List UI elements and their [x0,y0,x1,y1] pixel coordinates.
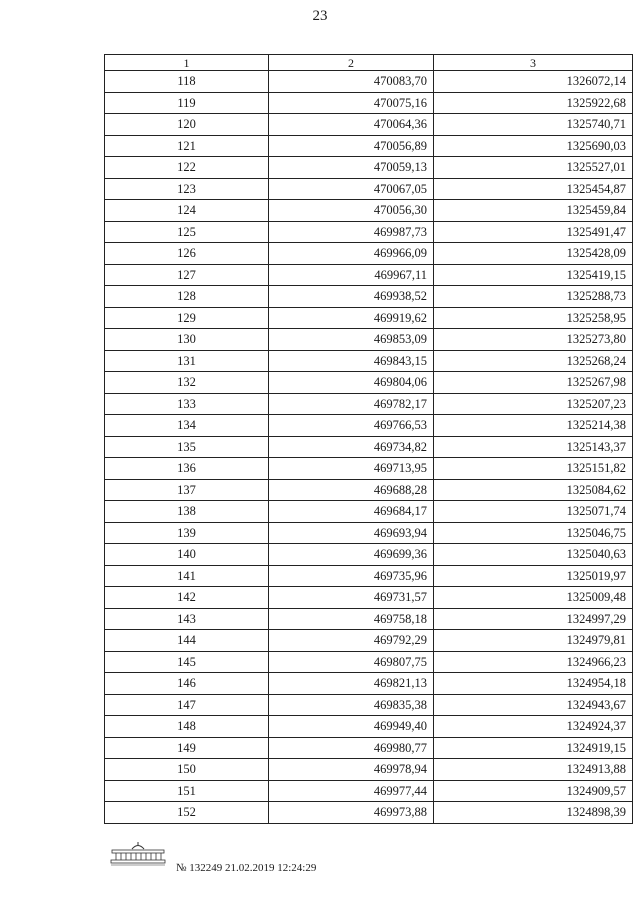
y-coordinate-cell: 1324919,15 [434,737,633,759]
x-coordinate-cell: 469731,57 [269,587,434,609]
point-number-cell: 137 [105,479,269,501]
table-row [105,651,633,673]
point-number-cell: 120 [105,114,269,136]
table-row [105,92,633,114]
x-coordinate-cell: 469792,29 [269,630,434,652]
x-coordinate-cell: 469977,44 [269,780,434,802]
point-number-cell: 130 [105,329,269,351]
table-row [105,737,633,759]
x-coordinate-cell: 469821,13 [269,673,434,695]
x-coordinate-cell: 469919,62 [269,307,434,329]
y-coordinate-cell: 1324966,23 [434,651,633,673]
y-coordinate-cell: 1325288,73 [434,286,633,308]
point-number-cell: 138 [105,501,269,523]
y-coordinate-cell: 1325046,75 [434,522,633,544]
y-coordinate-cell: 1325071,74 [434,501,633,523]
y-coordinate-cell: 1325428,09 [434,243,633,265]
x-coordinate-cell: 470059,13 [269,157,434,179]
y-coordinate-cell: 1325273,80 [434,329,633,351]
y-coordinate-cell: 1324954,18 [434,673,633,695]
point-number-cell: 140 [105,544,269,566]
table-row [105,458,633,480]
table-row [105,200,633,222]
point-number-cell: 143 [105,608,269,630]
x-coordinate-cell: 469735,96 [269,565,434,587]
point-number-cell: 131 [105,350,269,372]
point-number-cell: 150 [105,759,269,781]
x-coordinate-cell: 469804,06 [269,372,434,394]
x-coordinate-cell: 469835,38 [269,694,434,716]
table-header-row [105,55,633,71]
point-number-cell: 122 [105,157,269,179]
point-number-cell: 128 [105,286,269,308]
table-row [105,479,633,501]
y-coordinate-cell: 1325740,71 [434,114,633,136]
y-coordinate-cell: 1325267,98 [434,372,633,394]
x-coordinate-cell: 469938,52 [269,286,434,308]
table-row [105,372,633,394]
point-number-cell: 136 [105,458,269,480]
y-coordinate-cell: 1326072,14 [434,71,633,93]
table-row [105,780,633,802]
point-number-cell: 139 [105,522,269,544]
y-coordinate-cell: 1325419,15 [434,264,633,286]
y-coordinate-cell: 1325258,95 [434,307,633,329]
point-number-cell: 126 [105,243,269,265]
point-number-cell: 149 [105,737,269,759]
point-number-cell: 132 [105,372,269,394]
y-coordinate-cell: 1325459,84 [434,200,633,222]
x-coordinate-cell: 470083,70 [269,71,434,93]
table-row [105,157,633,179]
y-coordinate-cell: 1324913,88 [434,759,633,781]
x-coordinate-cell: 469713,95 [269,458,434,480]
y-coordinate-cell: 1325009,48 [434,587,633,609]
building-seal-icon [108,841,168,867]
x-coordinate-cell: 469782,17 [269,393,434,415]
table-row [105,522,633,544]
table-row [105,71,633,93]
column-header-3: 3 [434,55,633,71]
table-row [105,286,633,308]
x-coordinate-cell: 469987,73 [269,221,434,243]
x-coordinate-cell: 469734,82 [269,436,434,458]
x-coordinate-cell: 469684,17 [269,501,434,523]
point-number-cell: 129 [105,307,269,329]
table-row [105,565,633,587]
table-row [105,436,633,458]
table-row [105,630,633,652]
x-coordinate-cell: 469688,28 [269,479,434,501]
x-coordinate-cell: 469980,77 [269,737,434,759]
table-row [105,802,633,824]
y-coordinate-cell: 1325454,87 [434,178,633,200]
y-coordinate-cell: 1324997,29 [434,608,633,630]
y-coordinate-cell: 1324924,37 [434,716,633,738]
table-row [105,264,633,286]
point-number-cell: 146 [105,673,269,695]
x-coordinate-cell: 469853,09 [269,329,434,351]
point-number-cell: 123 [105,178,269,200]
point-number-cell: 121 [105,135,269,157]
y-coordinate-cell: 1325040,63 [434,544,633,566]
point-number-cell: 119 [105,92,269,114]
y-coordinate-cell: 1324979,81 [434,630,633,652]
table-row [105,716,633,738]
column-header-1: 1 [105,55,269,71]
table-row [105,350,633,372]
x-coordinate-cell: 469699,36 [269,544,434,566]
table-row [105,415,633,437]
coordinates-table [104,54,633,824]
y-coordinate-cell: 1325268,24 [434,350,633,372]
table-row [105,221,633,243]
x-coordinate-cell: 469978,94 [269,759,434,781]
x-coordinate-cell: 469758,18 [269,608,434,630]
table-row [105,759,633,781]
y-coordinate-cell: 1325527,01 [434,157,633,179]
x-coordinate-cell: 469807,75 [269,651,434,673]
y-coordinate-cell: 1324943,67 [434,694,633,716]
y-coordinate-cell: 1325151,82 [434,458,633,480]
point-number-cell: 125 [105,221,269,243]
table-row [105,673,633,695]
column-header-2: 2 [269,55,434,71]
x-coordinate-cell: 469973,88 [269,802,434,824]
y-coordinate-cell: 1325019,97 [434,565,633,587]
y-coordinate-cell: 1325084,62 [434,479,633,501]
x-coordinate-cell: 469766,53 [269,415,434,437]
point-number-cell: 141 [105,565,269,587]
y-coordinate-cell: 1324909,57 [434,780,633,802]
y-coordinate-cell: 1325922,68 [434,92,633,114]
x-coordinate-cell: 470056,30 [269,200,434,222]
y-coordinate-cell: 1325491,47 [434,221,633,243]
table-row [105,307,633,329]
point-number-cell: 152 [105,802,269,824]
point-number-cell: 148 [105,716,269,738]
point-number-cell: 151 [105,780,269,802]
x-coordinate-cell: 469949,40 [269,716,434,738]
table-row [105,243,633,265]
y-coordinate-cell: 1325207,23 [434,393,633,415]
point-number-cell: 147 [105,694,269,716]
x-coordinate-cell: 469966,09 [269,243,434,265]
table-row [105,178,633,200]
x-coordinate-cell: 469693,94 [269,522,434,544]
point-number-cell: 145 [105,651,269,673]
x-coordinate-cell: 469967,11 [269,264,434,286]
point-number-cell: 134 [105,415,269,437]
registration-stamp-text: № 132249 21.02.2019 12:24:29 [176,862,317,874]
table-row [105,694,633,716]
x-coordinate-cell: 470056,89 [269,135,434,157]
table-row [105,393,633,415]
table-row [105,501,633,523]
page-number: 23 [312,8,328,24]
y-coordinate-cell: 1325143,37 [434,436,633,458]
table-row [105,544,633,566]
point-number-cell: 118 [105,71,269,93]
table-row [105,114,633,136]
x-coordinate-cell: 470075,16 [269,92,434,114]
x-coordinate-cell: 469843,15 [269,350,434,372]
point-number-cell: 127 [105,264,269,286]
table-row [105,329,633,351]
x-coordinate-cell: 470064,36 [269,114,434,136]
y-coordinate-cell: 1324898,39 [434,802,633,824]
point-number-cell: 142 [105,587,269,609]
table-row [105,135,633,157]
point-number-cell: 124 [105,200,269,222]
point-number-cell: 135 [105,436,269,458]
table-row [105,608,633,630]
table-row [105,587,633,609]
y-coordinate-cell: 1325690,03 [434,135,633,157]
point-number-cell: 144 [105,630,269,652]
y-coordinate-cell: 1325214,38 [434,415,633,437]
point-number-cell: 133 [105,393,269,415]
x-coordinate-cell: 470067,05 [269,178,434,200]
